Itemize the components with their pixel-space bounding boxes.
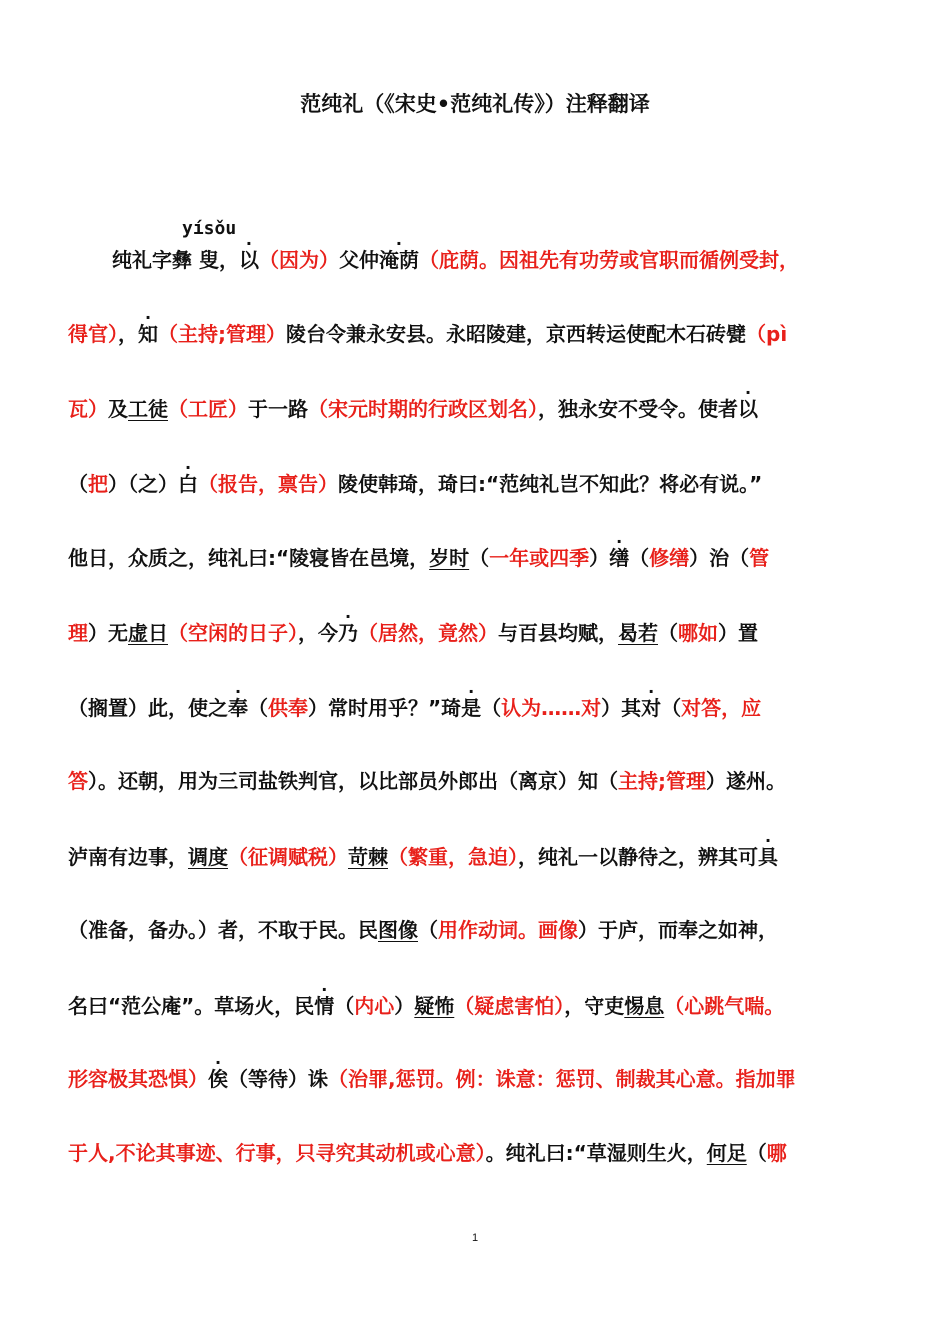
body-segment: 泸南有边事， [68, 845, 188, 869]
body-segment: （ [629, 546, 650, 570]
dotted-keyword: 对 [641, 696, 662, 720]
body-segment: ）无 [88, 621, 128, 645]
dotted-keyword: 是 [461, 696, 482, 720]
dotted-keyword: 以 [738, 397, 758, 421]
annotation-text: 哪 [766, 1141, 787, 1165]
text-line [68, 990, 784, 1019]
text-line [112, 244, 799, 273]
dotted-keyword: 乃 [338, 621, 358, 645]
underlined-term: 苛棘 [348, 845, 388, 869]
underlined-term: 惕息 [624, 994, 665, 1018]
dotted-keyword: 情 [314, 994, 335, 1018]
body-segment: 。纯礼曰:“草湿则生火， [485, 1141, 707, 1165]
body-segment: ，今 [298, 621, 338, 645]
dotted-keyword: 具 [758, 845, 778, 869]
annotation-text: 对答，应 [681, 696, 762, 720]
body-segment: （ [469, 546, 490, 570]
annotation-text: 得官） [68, 322, 118, 346]
dotted-keyword: 奉 [228, 696, 248, 720]
text-line [68, 617, 758, 646]
body-segment: （ [481, 696, 502, 720]
body-segment: 纯礼字彝 叟， [112, 248, 239, 272]
annotation-text: （征调赋税） [228, 845, 348, 869]
annotation-text: （疑虑害怕） [454, 994, 565, 1018]
body-segment: 陵台令兼永安县。永昭陵建，京西转运使配木石砖甓 [286, 322, 746, 346]
body-segment: 于一路 [248, 397, 308, 421]
body-segment: ）治（ [689, 546, 750, 570]
annotation-text: 哪如 [678, 621, 718, 645]
text-line [68, 318, 787, 347]
annotation-text: （居然，竟然） [358, 621, 498, 645]
annotation-text: （主持;管理） [158, 322, 286, 346]
body-segment: （搁置）此，使之 [68, 696, 228, 720]
dotted-keyword: 以 [238, 248, 259, 272]
body-segment: ）遂州。 [706, 769, 786, 793]
text-line [68, 1063, 796, 1092]
dotted-keyword: 缮 [609, 546, 630, 570]
body-segment: 及 [108, 397, 128, 421]
underlined-term: 何足 [706, 1141, 747, 1165]
body-segment: （ [68, 472, 88, 496]
annotation-text: （报告，禀告） [198, 472, 338, 496]
annotation-text: 主持;管理 [618, 769, 706, 793]
dotted-keyword: 知 [138, 322, 158, 346]
annotation-text: 把 [88, 472, 108, 496]
annotation-text: 形容极其恐惧） [68, 1067, 208, 1091]
pinyin-annotation: yísǒu [182, 218, 237, 239]
underlined-term: 曷若 [618, 621, 658, 645]
annotation-text: 认为……对 [501, 696, 602, 720]
annotation-text: （庇荫。因祖先有功劳或官职而循例受封， [418, 248, 799, 272]
underlined-term: 虚日 [128, 621, 168, 645]
body-segment: （ [418, 918, 438, 942]
annotation-text: 内心 [354, 994, 395, 1018]
annotation-text: （因为） [258, 248, 339, 272]
annotation-text: （宋元时期的行政区划名） [308, 397, 538, 421]
annotation-text: （繁重，急迫） [388, 845, 518, 869]
annotation-text: 瓦） [68, 397, 108, 421]
body-segment: ） [589, 546, 610, 570]
annotation-text: （心跳气喘。 [664, 994, 785, 1018]
body-segment: 名曰“范公庵”。草场火，民 [68, 994, 315, 1018]
dotted-keyword: 白 [178, 472, 198, 496]
annotation-text: （治罪,惩罚。例：诛意：惩罚、制裁其心意。指加罪 [328, 1067, 796, 1091]
text-line [68, 765, 786, 794]
text-line [68, 468, 762, 497]
text-line [68, 1137, 787, 1166]
annotation-text: 修缮 [649, 546, 690, 570]
body-segment: （准备，备办。）者，不取于民。民 [68, 918, 378, 942]
body-segment: ）置 [718, 621, 758, 645]
underlined-term: 疑怖 [414, 994, 455, 1018]
annotation-text: （空闲的日子） [168, 621, 298, 645]
text-line [68, 692, 761, 721]
annotation-text: 于人,不论其事迹、行事，只寻究其动机或心意） [68, 1141, 486, 1165]
annotation-text: （pì [746, 322, 788, 346]
text-line [68, 542, 769, 571]
text-line [68, 841, 778, 870]
body-segment: （ [658, 621, 678, 645]
annotation-text: 答 [68, 769, 88, 793]
annotation-text: 理 [68, 621, 88, 645]
underlined-term: 图像 [378, 918, 418, 942]
body-segment: ，守吏 [564, 994, 625, 1018]
annotation-text: 用作动词。画像 [438, 918, 578, 942]
body-segment: （ [334, 994, 355, 1018]
body-segment: ，独永安不受令。使者 [538, 397, 738, 421]
body-segment: （ [746, 1141, 767, 1165]
page-number: 1 [471, 1232, 479, 1244]
body-segment: ）于庐，而奉之如神， [578, 918, 778, 942]
body-segment: （等待）诛 [228, 1067, 328, 1091]
underlined-term: 调度 [188, 845, 228, 869]
body-segment: 父仲 [338, 248, 379, 272]
underlined-term: 工徒 [128, 397, 168, 421]
body-segment: 陵使韩琦，琦曰:“范纯礼岂不知此？将必有说。” [338, 472, 763, 496]
body-segment: ）（之） [108, 472, 178, 496]
body-segment: （ [661, 696, 682, 720]
document-title: 范纯礼（《宋史•范纯礼传》）注释翻译 [300, 92, 650, 116]
body-segment: 他日，众质之，纯礼曰:“陵寝皆在邑境， [68, 546, 430, 570]
body-segment: 与百县均赋， [498, 621, 618, 645]
text-line [68, 393, 758, 422]
underlined-term: 岁时 [429, 546, 470, 570]
body-segment: （ [248, 696, 268, 720]
body-segment: ）。还朝，用为三司盐铁判官，以比部员外郎出（离京）知（ [88, 769, 618, 793]
body-segment: ）其 [601, 696, 642, 720]
body-segment: ）常时用乎？”琦 [308, 696, 462, 720]
annotation-text: 管 [749, 546, 770, 570]
body-segment: ， [118, 322, 138, 346]
body-segment: ，纯礼一以静待之，辨其可 [518, 845, 758, 869]
annotation-text: 供奉 [268, 696, 308, 720]
dotted-keyword: 淹荫 [378, 248, 419, 272]
annotation-text: 一年或四季 [489, 546, 590, 570]
annotation-text: （工匠） [168, 397, 248, 421]
text-line [68, 914, 778, 943]
dotted-keyword: 俟 [208, 1067, 228, 1091]
body-segment: ） [394, 994, 415, 1018]
